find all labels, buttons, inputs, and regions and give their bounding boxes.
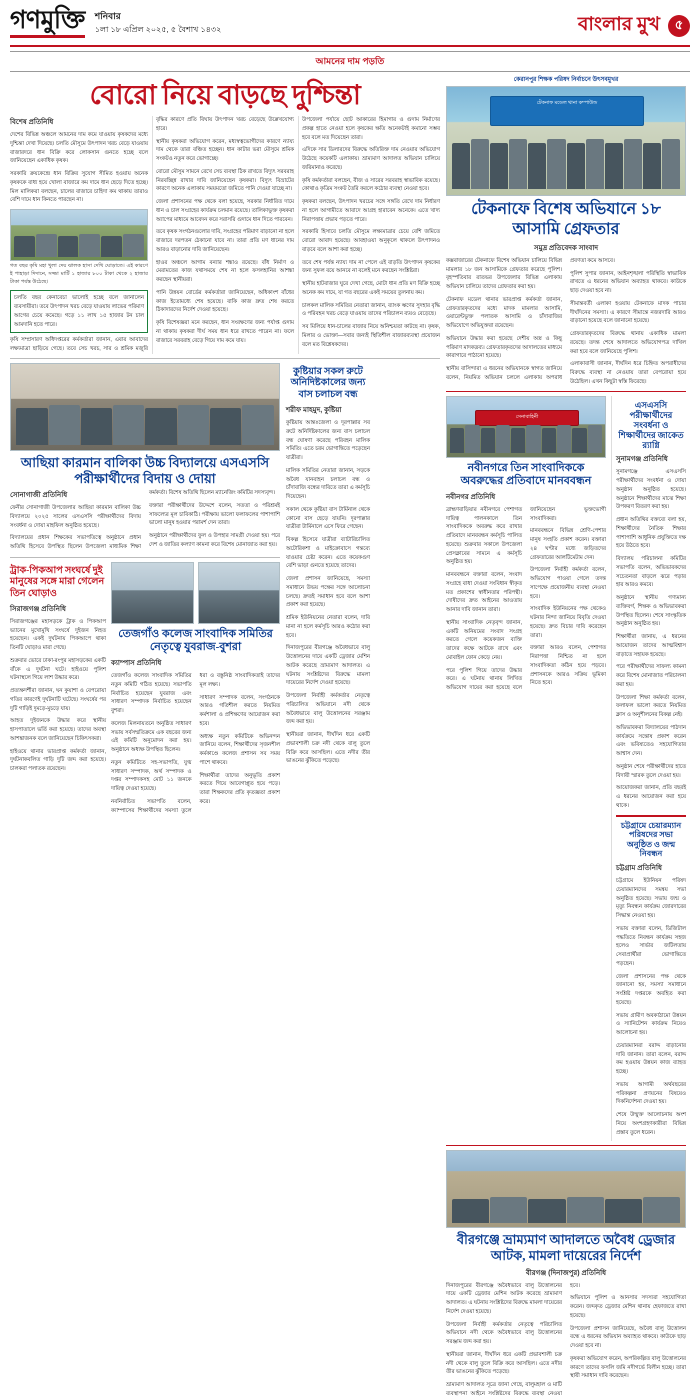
journalists-para: উপজেলা নির্বাহী কর্মকর্তা বলেন, অভিযোগ পাওয়া গেলে তদন্ত সাপেক্ষে প্রয়োজনীয় ব্যবস্থা নেওয়া হবে। bbox=[530, 567, 606, 600]
birganj-body bbox=[446, 1282, 686, 1399]
bus-para: জেলা প্রশাসন জানিয়েছে, সমস্যা সমাধানে উভয় পক্ষের সঙ্গে আলোচনা চলছে। দ্রুতই সমাধান হবে বলে আশা প্রকাশ করা হয়েছে। bbox=[286, 576, 370, 609]
protest-banner-text: সেনাবাহিনী bbox=[515, 413, 539, 420]
photo-people bbox=[450, 425, 602, 453]
date-block bbox=[95, 6, 222, 36]
divider bbox=[446, 1145, 686, 1146]
lead-para: এদিকে সার ডিলারদের বিরুদ্ধে অতিরিক্ত দাম নেওয়ার অভিযোগ উঠেছে কয়েকটি এলাকায়। ভ্রাম্যমাণ আদালত অভিযান চালিয়ে জরিমানাও করেছে। bbox=[302, 147, 440, 171]
teknaf-para: এলাকাবাসী জানান, দীর্ঘদিন ধরে চিহ্নিত অপরাধীদের বিরুদ্ধে ব্যবস্থা না নেওয়ায় তারা বেপরোয়া হয়ে উঠেছিল। এখন কিছুটা স্বস্তি ফিরেছে। bbox=[570, 361, 686, 385]
birganj-headline: বীরগঞ্জে ভ্রাম্যমাণ আদালতে অবৈধ ড্রেজার আটক, মামলা দায়েরের নির্দেশ bbox=[456, 1232, 676, 1263]
sidebar-para: শেষে উন্মুক্ত আলোচনায় অংশ নিয়ে অংশগ্রহণকারীরা বিভিন্ন প্রস্তাব তুলে ধরেন। bbox=[616, 1112, 686, 1136]
lead-para: সরকারি হিসাবে চলতি মৌসুমে লক্ষ্যমাত্রার চেয়ে বেশি জমিতে বোরো আবাদ হয়েছে। আবহাওয়া অনুকূলে থাকলে উৎপাদনও বাড়বে বলে আশা করা হচ্ছে। bbox=[302, 229, 440, 253]
teknaf-para: সীমান্তবর্তী এলাকা হওয়ায় টেকনাফে মাদক পাচার দীর্ঘদিনের সমস্যা। এ কারণে সীমান্তে নজরদারি আরও বাড়ানো হয়েছে বলে জানানো হয়েছে। bbox=[570, 300, 686, 325]
school-para: বক্তারা পরীক্ষার্থীদের উদ্দেশে বলেন, সততা ও পরিশ্রমই সাফল্যের মূল চাবিকাঠি। পরীক্ষায় ভালো ফলাফলের পাশাপাশি ভালো মানুষ হওয়ার পরামর্শ দেন তারা। bbox=[149, 502, 280, 527]
sidebar-para: জেলা প্রশাসনের পক্ষ থেকে জানানো হয়, সমস্যা সমাধানে সংশ্লিষ্ট দপ্তরকে অবহিত করা হয়েছে। bbox=[616, 973, 686, 1006]
sidebar-item-0-headline: এসএসসি পরীক্ষার্থীদের সংবর্ধনা ও শিক্ষার্থীদের জাকেত র‍্যাগ্নি bbox=[618, 399, 684, 451]
divider bbox=[10, 557, 280, 558]
lead-body bbox=[10, 116, 440, 354]
sidebar-para: সভায় আগামী অর্থবছরের পরিকল্পনা প্রণয়নের বিষয়েও দিকনির্দেশনা দেওয়া হয়। bbox=[616, 1081, 686, 1106]
school-body bbox=[10, 489, 280, 553]
divider bbox=[10, 358, 440, 359]
bus-byline: শরীফ মাহমুদ, কুষ্টিয়া bbox=[286, 407, 342, 415]
bus-story bbox=[286, 363, 370, 815]
teknaf-para: স্থানীয় বাসিন্দারা এ ধরনের অভিযানকে স্বাগত জানিয়ে বলেন, নিয়মিত অভিযান চললে এলাকায় অপরাধ প্রবণতা কমে আসবে। bbox=[446, 257, 615, 381]
journalists-para: বক্তারা আরও বলেন, পেশাগত নিরাপত্তা নিশ্চিত না হলে সাংবাদিকতা কঠিন হয়ে পড়বে। প্রশাসনকে আরও সক্রিয় ভূমিকা নিতে হবে। bbox=[530, 645, 606, 687]
sidebar-column bbox=[611, 396, 686, 1142]
tejgaon-body bbox=[111, 672, 280, 815]
truck-para: শুক্রবার ভোরে ঢাকা-রংপুর মহাসড়কের একটি বাঁকে এ দুর্ঘটনা ঘটে। হাইওয়ে পুলিশ ঘটনাস্থলে গিয়ে লাশ উদ্ধার করে। bbox=[10, 657, 106, 682]
publication-day: শনিবার bbox=[94, 11, 121, 21]
photo-people bbox=[452, 139, 681, 189]
birganj-para: উপজেলা নির্বাহী কর্মকর্তার নেতৃত্বে পরিচালিত অভিযানে নদী থেকে অবৈধভাবে বালু উত্তোলনের সরঞ্জাম জব্দ করা হয়। bbox=[446, 1321, 562, 1346]
teknaf-photo bbox=[446, 86, 686, 196]
mid-section bbox=[10, 363, 440, 815]
birganj-para: অভিযানে পুলিশ ও আনসার সদস্যরা সহযোগিতা করেন। জব্দকৃত ড্রেজার মেশিন থানায় হেফাজতে রাখা হয়েছে। bbox=[570, 1295, 686, 1319]
lead-byline: বিশেষ প্রতিনিধি bbox=[10, 119, 54, 127]
lead-para: সরকারি ক্রয়কেন্দ্রে ধান বিক্রির সুযোগ সীমিত হওয়ায় অনেক কৃষককে বাধ্য হয়ে খোলা বাজারে কম দামে ধান ছেড়ে দিতে হচ্ছে। মিল মালিকরা বলছেন, চালের বাজারে চাহিদা কম থাকায় তারাও বেশি দামে ধান কিনতে পারছেন না। bbox=[10, 171, 148, 204]
teknaf-kicker: কেরানপুর শিক্ষক পরিষদ নির্বাচনে উৎসবমুখর bbox=[513, 77, 619, 83]
teknaf-banner bbox=[490, 96, 644, 126]
tejgaon-story bbox=[111, 562, 280, 816]
truck-para: আহত দুইজনকে উদ্ধার করে স্থানীয় হাসপাতালে ভর্তি করা হয়েছে। তাদের অবস্থা আশঙ্কাজনক বলে জানিয়েছেন চিকিৎসকরা। bbox=[10, 718, 106, 742]
tejgaon-headline: তেজগাঁও কলেজ সাংবাদিক সমিতির নেতৃত্বে যুবরাজ-বুশরা bbox=[118, 627, 273, 653]
bus-para: বিকল্প হিসেবে যাত্রীরা ব্যাটারিচালিত অটোরিকশা ও মাইক্রোবাসে গন্তব্যে যাওয়ার চেষ্টা করেন। এতে কয়েকগুণ বেশি ভাড়া গুনতে হয়েছে তাদের। bbox=[286, 537, 370, 570]
journalists-photo bbox=[446, 396, 606, 458]
journalists-section bbox=[446, 396, 686, 1142]
lead-para: উপজেলা পর্যায়ে ছোট আকারের হিমাগার ও গুদাম নির্মাণের প্রকল্প হাতে নেওয়া হলে কৃষকের ক্ষতি অনেকটাই কমানো সম্ভব হবে বলে মত দিয়েছেন তারা। bbox=[302, 117, 440, 141]
sidebar-para: প্রধান অতিথির বক্তব্যে বলা হয়, শিক্ষার্থীদের নৈতিক শিক্ষার পাশাপাশি আধুনিক প্রযুক্তিতে দক্ষ হয়ে উঠতে হবে। bbox=[616, 517, 686, 550]
truck-para: সিরাজগঞ্জের মহাসড়কে ট্রাক ও পিকআপ ভ্যানের মুখোমুখি সংঘর্ষে দুইজন নিহত হয়েছেন। একই দুর্ঘটনায় পিকআপে থাকা তিনটি ঘোড়াও মারা গেছে। bbox=[10, 618, 106, 652]
tejgaon-para: নবনির্বাচিত সভাপতি বলেন, ক্যাম্পাসের শিক্ষার্থীদের সমস্যা তুলে ধরা ও বস্তুনিষ্ঠ সাংবাদিকতাই তাদের মূল লক্ষ্য। bbox=[111, 673, 280, 814]
logo-underline bbox=[10, 35, 85, 38]
journalists-headline: নবীনগরে তিন সাংবাদিককে অবরুদ্ধের প্রতিবাদে মানববন্ধন bbox=[460, 461, 592, 487]
tejgaon-photo-secretary bbox=[198, 562, 281, 624]
tejgaon-para: নতুন কমিটিতে সহ-সভাপতি, যুগ্ম সাধারণ সম্পাদক, অর্থ সম্পাদক ও দপ্তর সম্পাদকসহ মোট ১১ জনকে দায়িত্ব দেওয়া হয়েছে। bbox=[111, 759, 192, 793]
birganj-para: স্থানীয়রা জানান, দীর্ঘদিন ধরে একটি প্রভাবশালী চক্র নদী থেকে বালু তুলে বিক্রি করে আসছিল। এতে নদীর তীর ভাঙনের ঝুঁকিতে পড়েছে। bbox=[446, 1351, 562, 1376]
teknaf-byline: সমুদ্র প্রতিবেদক সাংবাদ bbox=[533, 244, 599, 252]
truck-story bbox=[10, 562, 280, 816]
divider bbox=[446, 391, 686, 392]
sidebar-para: সুনামগঞ্জে এসএসসি পরীক্ষার্থীদের সংবর্ধনা ও দোয়া অনুষ্ঠান অনুষ্ঠিত হয়েছে। অনুষ্ঠানে শিক্ষার্থীদের মাঝে শিক্ষা উপকরণ বিতরণ করা হয়। bbox=[616, 469, 686, 511]
right-column bbox=[446, 76, 686, 1399]
lead-para: কৃষি কর্মকর্তারা বলছেন, বীজ ও সারের সরবরাহ স্বাভাবিক রয়েছে। কোথাও কৃত্রিম সংকট তৈরি করলে কঠোর ব্যবস্থা নেওয়া হবে। bbox=[302, 177, 440, 193]
lead-para: বোরো মৌসুম সামনে রেখে সেচ ব্যবস্থা ঠিক রাখতে বিদ্যুৎ সরবরাহ নিরবচ্ছিন্ন রাখার দাবি জানিয়েছেন কৃষকরা। বিদ্যুৎ বিভ্রাটের কারণে অনেক এলাকায় সময়মতো জমিতে পানি দেওয়া যাচ্ছে না। bbox=[156, 168, 294, 193]
lead-para: কৃষি সম্প্রসারণ অধিদপ্তরের কর্মকর্তারা জানান, এবার আবাদের লক্ষ্যমাত্রা ছাড়িয়ে গেছে। তবে সেচ খরচ, সার ও শ্রমিক মজুরি বৃদ্ধির কারণে প্রতি বিঘায় উৎপাদন খরচ বেড়েছে উল্লেখযোগ্য হারে। bbox=[10, 117, 294, 353]
teknaf-body bbox=[446, 257, 686, 387]
truck-text bbox=[10, 562, 106, 816]
tejgaon-para: তেজগাঁও কলেজ সাংবাদিক সমিতির নতুন কমিটি গঠিত হয়েছে। সভাপতি নির্বাচিত হয়েছেন যুবরাজ এবং সাধারণ সম্পাদক নির্বাচিত হয়েছেন বুশরা। bbox=[111, 673, 192, 715]
bus-para: সকাল থেকে কুষ্টিয়া বাস টার্মিনাল থেকে কোনো বাস ছেড়ে যায়নি। দূরপাল্লার যাত্রীরা টার্মিনালে এসে ফিরে গেছেন। bbox=[286, 506, 370, 531]
tejgaon-para: অধ্যক্ষ নতুন কমিটিকে অভিনন্দন জানিয়ে বলেন, শিক্ষার্থীদের সৃজনশীল কর্মকাণ্ডে কলেজ প্রশাসন সব সময় পাশে থাকবে। bbox=[199, 733, 280, 766]
birganj-para: কৃষকরা অভিযোগ করেন, অপরিকল্পিত বালু উত্তোলনের কারণে তাদের ফসলি জমি নদীগর্ভে বিলীন হচ্ছে। তারা স্থায়ী সমাধান দাবি করেছেন। bbox=[570, 1355, 686, 1380]
tejgaon-para: শিক্ষার্থীরা তাদের অনুভূতি প্রকাশ করতে গিয়ে আবেগাপ্লুত হয়ে পড়ে। তারা শিক্ষকদের প্রতি কৃতজ্ঞতা প্রকাশ করে। bbox=[199, 772, 280, 805]
lead-para: তবে কৃষক সংগঠনগুলোর দাবি, সংগ্রহের পরিমাণ বাড়ানো না হলে বাজারে দরপতন ঠেকানো যাবে না। তারা প্রতি মণ ধানের দাম আরও বাড়ানোর দাবি জানিয়েছেন। bbox=[156, 229, 294, 253]
bus-para: স্থানীয়রা জানান, দীর্ঘদিন ধরে একটি প্রভাবশালী চক্র নদী থেকে বালু তুলে বিক্রি করে আসছিল। এতে নদীর তীর ভাঙনের ঝুঁকিতে পড়েছে। bbox=[286, 732, 370, 765]
lead-boxed-note bbox=[10, 290, 148, 333]
lead-para: সব মিলিয়ে ধান-চালের বাজার নিয়ে অনিশ্চয়তা কাটছে না। কৃষক, মিলার ও ভোক্তা—সবার জন্যই স্থিতিশীল বাজারব্যবস্থা প্রয়োজন বলে মত বিশ্লেষকদের। bbox=[302, 324, 440, 348]
bus-para: মালিক সমিতির নেতারা জানান, সড়কে অবৈধ যানবাহন চলাচল বন্ধ ও চাঁদাবাজি বন্ধের দাবিতে তারা এ কর্মসূচি দিয়েছেন। bbox=[286, 467, 370, 501]
tejgaon-photos bbox=[111, 562, 280, 624]
teknaf-para: পুলিশ সুপার জানান, আইনশৃঙ্খলা পরিস্থিতি স্বাভাবিক রাখতে এ ধরনের অভিযান অব্যাহত থাকবে। কাউকে ছাড় দেওয়া হবে না। bbox=[570, 270, 686, 295]
lead-para: পানি উন্নয়ন বোর্ডের কর্মকর্তারা জানিয়েছেন, অধিকাংশ বাঁধের কাজ ইতোমধ্যে শেষ হয়েছে। বাকি কাজ দ্রুত শেষ করতে ঠিকাদারদের নির্দেশ দেওয়া হয়েছে। bbox=[156, 289, 294, 314]
lead-para: দেশের বিভিন্ন অঞ্চলে আমনের দাম কমে যাওয়ায় কৃষকদের মধ্যে দুশ্চিন্তা দেখা দিয়েছে। চলতি মৌসুমে উৎপাদন খরচ বেড়ে যাওয়ায় বাজারদরে ধান বিক্রি করে লোকসান গুনতে হচ্ছে বলে জানিয়েছেন একাধিক কৃষক। bbox=[10, 132, 148, 165]
lead-para: কৃষি বিশেষজ্ঞরা মনে করছেন, ধান সংরক্ষণের জন্য পর্যাপ্ত গুদাম না থাকায় কৃষকরা দীর্ঘ সময় ধান ধরে রাখতে পারেন না। ফলে বাজারে সরবরাহ বেড়ে গিয়ে দাম কমে যায়। bbox=[156, 320, 294, 344]
lead-photo bbox=[10, 209, 148, 261]
journalists-para: সাংবাদিক ইউনিয়নের পক্ষ থেকেও ঘটনার নিন্দা জানিয়ে বিবৃতি দেওয়া হয়েছে। দ্রুত বিচার দাবি করেছেন তারা। bbox=[530, 606, 606, 639]
divider bbox=[616, 815, 686, 817]
masthead bbox=[10, 6, 690, 47]
tejgaon-photo-president bbox=[111, 562, 194, 624]
sidebar-para: চট্টগ্রামে ইউনিয়ন পরিষদ চেয়ারম্যানদের সমন্বয় সভা অনুষ্ঠিত হয়েছে। সভায় জন্ম ও মৃত্যু নিবন্ধন কার্যক্রম জোরদারের সিদ্ধান্ত নেওয়া হয়। bbox=[616, 878, 686, 920]
birganj-para: ভ্রাম্যমাণ আদালত সূত্রে জানা গেছে, বালুমহাল ও মাটি ব্যবস্থাপনা আইনে সংশ্লিষ্টদের বিরুদ্ধে ব্যবস্থা নেওয়া হবে। bbox=[446, 1282, 580, 1397]
tejgaon-para: কলেজ মিলনায়তনে অনুষ্ঠিত সাধারণ সভায় সর্বসম্মতিক্রমে এক বছরের জন্য এই কমিটি অনুমোদন করা হয়। অনুষ্ঠানে অধ্যক্ষ উপস্থিত ছিলেন। bbox=[111, 720, 192, 754]
school-para: ফেনীর সোনাগাজী উপজেলার আছিয়া কারমান বালিকা উচ্চ বিদ্যালয়ে ২০২৫ সালের এসএসসি পরীক্ষার্থীদের বিদায় সংবর্ধনা ও দোয়া মাহফিল অনুষ্ঠিত হয়েছে। bbox=[10, 505, 141, 529]
page-content bbox=[10, 76, 690, 1399]
sidebar-para: অনুষ্ঠানে স্থানীয় গণ্যমান্য ব্যক্তিবর্গ, শিক্ষক ও অভিভাবকরা উপস্থিত ছিলেন। শেষে সাংস্কৃতিক অনুষ্ঠান অনুষ্ঠিত হয়। bbox=[616, 595, 686, 628]
bus-para: কুষ্টিয়ায় আন্তঃজেলা ও দূরপাল্লার সব রুটে অনির্দিষ্টকালের জন্য বাস চলাচল বন্ধ ঘোষণা করেছে পরিবহন মালিক সমিতি। এতে চরম ভোগান্তিতে পড়েছেন যাত্রীরা। bbox=[286, 420, 370, 462]
lead-para: হাওর অঞ্চলে আগাম বন্যার শঙ্কাও রয়েছে। বাঁধ নির্মাণ ও মেরামতের কাজ যথাসময়ে শেষ না হলে ফসলহানির আশঙ্কা করছেন স্থানীয়রা। bbox=[156, 259, 294, 284]
sidebar-para: উপজেলা শিক্ষা কর্মকর্তা বলেন, ফলাফল ভালো করতে নিয়মিত ক্লাস ও অনুশীলনের বিকল্প নেই। bbox=[616, 694, 686, 719]
journalists-para: পরে পুলিশ গিয়ে তাদের উদ্ধার করে। এ ঘটনায় থানায় লিখিত অভিযোগ দায়ের করা হয়েছে বলে জানিয়েছেন ভুক্তভোগী সাংবাদিকরা। bbox=[446, 506, 606, 692]
journalists-para: স্থানীয় সাংবাদিক নেতৃবৃন্দ জানান, একটি অনিয়মের সংবাদ সংগ্রহ করতে গেলে কয়েকজন ব্যক্তি তাদের কক্ষে আটকে রাখে এবং মোবাইল ফোন কেড়ে নেয়। bbox=[446, 619, 522, 661]
truck-para: হাইওয়ে থানার ভারপ্রাপ্ত কর্মকর্তা জানান, দুর্ঘটনাকবলিত গাড়ি দুটি জব্দ করা হয়েছে। চালকরা পলাতক রয়েছেন। bbox=[10, 748, 106, 773]
school-para: বিদ্যালয়ের প্রধান শিক্ষকের সভাপতিত্বে অনুষ্ঠানে প্রধান অতিথি হিসেবে উপস্থিত ছিলেন উপজেলা মাধ্যমিক শিক্ষা কর্মকর্তা। বিশেষ অতিথি ছিলেন ম্যানেজিং কমিটির সদস্যবৃন্দ। bbox=[10, 490, 276, 551]
sidebar-para: পরে পরীক্ষার্থীদের সাফল্য কামনা করে বিশেষ মোনাজাত পরিচালনা করা হয়। bbox=[616, 664, 686, 688]
lead-para: চালকল মালিক সমিতির নেতারা জানান, ব্যাংক ঋণের সুদহার বৃদ্ধি ও পরিবহন খরচ বেড়ে যাওয়ায় তাদের পরিচালন ব্যয়ও বেড়েছে। bbox=[302, 302, 440, 318]
birganj-para: উপজেলা প্রশাসন জানিয়েছে, অবৈধ বালু উত্তোলন বন্ধে এ ধরনের অভিযান অব্যাহত থাকবে। কাউকে ছাড় দেওয়া হবে না। bbox=[570, 1325, 686, 1350]
journalists-byline: নবীনগর প্রতিনিধি bbox=[446, 493, 496, 501]
journalists-para: মানববন্ধনে বক্তারা বলেন, সংবাদ সংগ্রহে বাধা দেওয়া সংবিধান স্বীকৃত মত প্রকাশের স্বাধীনতার পরিপন্থী। দোষীদের দ্রুত আইনের আওতায় আনার দাবি জানান তারা। bbox=[446, 572, 522, 614]
bus-para: দিনাজপুরের বীরগঞ্জে অবৈধভাবে বালু উত্তোলনের দায়ে একটি ড্রেজার মেশিন আটক করেছে ভ্রাম্যমাণ আদালত। এ ঘটনায় সংশ্লিষ্টদের বিরুদ্ধে মামলা দায়েরের নির্দেশ দেওয়া হয়েছে। bbox=[286, 645, 370, 687]
topic-strip: আমনের দাম পড়তি bbox=[10, 51, 690, 72]
sidebar-item-1-headline: চট্টগ্রামে চেয়ারম্যান পরিষদের সভা অনুষ্ঠিত ও জন্ম নিবন্ধন bbox=[620, 820, 682, 859]
section-title: বাংলার মুখ bbox=[577, 14, 660, 35]
school-para: অনুষ্ঠানে পরীক্ষার্থীদের ফুল ও উপহার সামগ্রী দেওয়া হয়। পরে দেশ ও জাতির কল্যাণ কামনা করে বিশেষ মোনাজাত করা হয়। bbox=[149, 533, 280, 548]
journalists-story bbox=[446, 396, 606, 1142]
sidebar-item-1-byline: চট্টগ্রাম প্রতিনিধি bbox=[616, 865, 662, 873]
logo-text: গণমুক্তি bbox=[10, 7, 85, 34]
newspaper-logo bbox=[10, 6, 85, 38]
sidebar-para: চেয়ারম্যানরা বরাদ্দ বাড়ানোর দাবি জানান। তারা বলেন, বরাদ্দ কম হওয়ায় উন্নয়ন কাজ ব্যাহত হচ্ছে। bbox=[616, 1042, 686, 1076]
school-story bbox=[10, 363, 280, 815]
lead-para: জেলা প্রশাসনের পক্ষ থেকে বলা হয়েছে, সরকার নির্ধারিত দামে ধান ও চাল সংগ্রহের কার্যক্রম চলমান রয়েছে। তালিকাভুক্ত কৃষকরা অ্যাপের মাধ্যমে আবেদন করে সরাসরি গুদামে ধান দিতে পারবেন। bbox=[156, 199, 294, 223]
sidebar-para: শিক্ষার্থীরা জানায়, এ ধরনের আয়োজন তাদের আত্মবিশ্বাস বাড়াতে সহায়ক হয়েছে। bbox=[616, 634, 686, 658]
lead-photo-caption: গত বছর কৃষি মহা খুলা দেয় ঝালক হাসা দেখি ঘোড়াতে। এই কারণে ই পাহাড়া দিদানে, সজ্জা মার্টি ১ হাজার ৮০০ টাকা থেকে ২ হাজার টাকা পর্যন্ত উঠেছে। bbox=[10, 263, 148, 285]
journalists-para: ব্রাহ্মণবাড়িয়ার নবীনগরে পেশাগত দায়িত্ব পালনকালে তিন সাংবাদিককে অবরুদ্ধ করে রাখার প্রতিবাদে মানববন্ধন কর্মসূচি পালিত হয়েছে। শুক্রবার সকালে উপজেলা প্রেসক্লাবের সামনে এ কর্মসূচি অনুষ্ঠিত হয়। bbox=[446, 506, 522, 566]
lead-story bbox=[10, 80, 440, 354]
teknaf-para: অভিযানে উদ্ধার করা হয়েছে দেশীয় অস্ত্র ও কিছু পরিমাণ মাদকদ্রব্য। গ্রেফতারকৃতদের আদালতের মাধ্যমে কারাগারে পাঠানো হয়েছে। bbox=[446, 335, 562, 360]
journalists-para: মানববন্ধনে বিভিন্ন শ্রেণি-পেশার মানুষ সংহতি প্রকাশ করেন। বক্তারা ২৪ ঘণ্টার মধ্যে জড়িতদের গ্রেফতারের আলটিমেটাম দেন। bbox=[530, 528, 606, 561]
bus-para: উপজেলা নির্বাহী কর্মকর্তার নেতৃত্বে পরিচালিত অভিযানে নদী থেকে অবৈধভাবে বালু উত্তোলনের সরঞ্জাম জব্দ করা হয়। bbox=[286, 693, 370, 726]
photo-people bbox=[452, 1197, 681, 1223]
lead-para: স্থানীয় কৃষকরা অভিযোগ করেন, মধ্যস্বত্বভোগীদের কারণে ন্যায্য দাম থেকে তারা বঞ্চিত হচ্ছেন। ধান কাটার ভরা মৌসুমে শ্রমিক সংকটও নতুন করে ভোগাচ্ছে। bbox=[156, 138, 294, 163]
photo-people bbox=[14, 234, 145, 257]
truck-para: প্রত্যক্ষদর্শীরা জানান, ঘন কুয়াশা ও বেপরোয়া গতির কারণেই দুর্ঘটনাটি ঘটেছে। সংঘর্ষের পর দুটি গাড়িই দুমড়ে-মুচড়ে যায়। bbox=[10, 688, 106, 712]
teknaf-headline: টেকনাফে বিশেষ অভিযানে ১৮ আসামি গ্রেফতার bbox=[471, 201, 661, 238]
teknaf-para: গ্রেফতারকৃতদের বিরুদ্ধে থানায় একাধিক মামলা রয়েছে। তদন্ত শেষে আদালতে অভিযোগপত্র দাখিল করা হবে বলে জানিয়েছে পুলিশ। bbox=[570, 331, 686, 355]
school-byline: সোনাগাজী প্রতিনিধি bbox=[10, 492, 68, 500]
photo-people bbox=[16, 405, 273, 445]
school-photo bbox=[10, 363, 280, 451]
sidebar-para: বিদ্যালয় পরিচালনা কমিটির সভাপতি বলেন, অভিভাবকদের সচেতনতা বাড়লে ঝরে পড়ার হার আরও কমবে। bbox=[616, 556, 686, 589]
protest-banner bbox=[475, 410, 578, 426]
journalists-body bbox=[446, 506, 606, 693]
birganj-story bbox=[446, 1150, 686, 1398]
birganj-byline: বীরগঞ্জ (দিনাজপুর) প্রতিনিধি bbox=[525, 1269, 607, 1277]
lead-para: স্থানীয় হাটবাজার ঘুরে দেখা গেছে, মোটা ধান প্রতি মণ বিক্রি হচ্ছে অনেক কম দামে, যা গত বছরের একই সময়ের তুলনায় কম। bbox=[302, 281, 440, 296]
sidebar-para: সভায় বক্তারা বলেন, ডিজিটাল পদ্ধতিতে নিবন্ধন কার্যক্রম সহজ হলেও সার্ভার জটিলতায় সেবাপ্রার্থীরা ভোগান্তিতে পড়ছেন। bbox=[616, 925, 686, 967]
tejgaon-byline: ক্যাম্পাস প্রতিনিধি bbox=[111, 660, 162, 668]
sidebar-para: সভায় গ্রামীণ অবকাঠামো উন্নয়ন ও স্যানিটেশন কার্যক্রম নিয়েও আলোচনা হয়। bbox=[616, 1012, 686, 1037]
teknaf-story bbox=[446, 76, 686, 387]
publication-date: ১লা ১৮ এপ্রিল ২০২৫, ৫ বৈশাখ ১৪৩২ bbox=[94, 24, 222, 34]
lead-para: তবে শেষ পর্যন্ত ন্যায্য দাম না পেলে এই বাড়তি উৎপাদন কৃষকের জন্য সুফল বয়ে আনবে না বলেই মনে করছেন সংশ্লিষ্টরা। bbox=[302, 259, 440, 275]
bus-headline: কুষ্টিয়ার সকল রুটে অনিদিষ্টকালের জন্য বাস চলাচল বন্ধ bbox=[290, 366, 366, 400]
truck-byline: সিরাজগঞ্জ প্রতিনিধি bbox=[10, 605, 66, 613]
tejgaon-para: সাধারণ সম্পাদক বলেন, সংগঠনকে আরও গতিশীল করতে নিয়মিত কর্মশালা ও প্রশিক্ষণের আয়োজন করা হবে। bbox=[199, 694, 280, 727]
page-number-badge: ৫ bbox=[668, 15, 690, 37]
birganj-para: দিনাজপুরের বীরগঞ্জে অবৈধভাবে বালু উত্তোলনের দায়ে একটি ড্রেজার মেশিন আটক করেছে ভ্রাম্যমাণ আদালত। এ ঘটনায় সংশ্লিষ্টদের বিরুদ্ধে মামলা দায়েরের নির্দেশ দেওয়া হয়েছে। bbox=[446, 1282, 562, 1315]
bus-para: শ্রমিক ইউনিয়নের নেতারা বলেন, দাবি মানা না হলে কর্মসূচি আরও কঠোর করা হবে। bbox=[286, 615, 370, 639]
birganj-photo bbox=[446, 1150, 686, 1228]
teknaf-para: টেকনাফ মডেল থানার ভারপ্রাপ্ত কর্মকর্তা জানান, গ্রেফতারকৃতদের মধ্যে মাদক মামলার আসামি, ওয়ারেন্টভুক্ত পলাতক আসামি ও চাঁদাবাজির অভিযোগে অভিযুক্তরা রয়েছেন। bbox=[446, 296, 562, 330]
sidebar-para: আয়োজকরা জানান, প্রতি বছরই এ ধরনের আয়োজন করা হয়ে থাকে। bbox=[616, 785, 686, 809]
sidebar-para: অভিভাবকরা বিদ্যালয়ের পাঠদান কার্যক্রমে সন্তোষ প্রকাশ করেন এবং ভবিষ্যতেও সহযোগিতার আশ্বাস দেন। bbox=[616, 724, 686, 758]
lead-headline: বোরো নিয়ে বাড়ছে দুশ্চিন্তা bbox=[89, 80, 361, 110]
teknaf-para: কক্সবাজারের টেকনাফে বিশেষ অভিযান চালিয়ে বিভিন্ন মামলার ১৮ জন আসামিকে গ্রেফতার করেছে পুলিশ। বৃহস্পতিবার রাতভর উপজেলার বিভিন্ন এলাকায় অভিযান চালিয়ে তাদের গ্রেফতার করা হয়। bbox=[446, 257, 562, 291]
main-column bbox=[10, 76, 440, 1399]
teknaf-banner-text: টেকনাফ মডেল থানা কম্পাউন্ড bbox=[536, 100, 598, 107]
sidebar-para: অনুষ্ঠান শেষে পরীক্ষার্থীদের হাতে বিদায়ী স্মারক তুলে দেওয়া হয়। bbox=[616, 763, 686, 779]
school-headline: আছিয়া কারমান বালিকা উচ্চ বিদ্যালয়ে এসএসসি পরীক্ষার্থীদের বিদায় ও দোয়া bbox=[20, 454, 270, 486]
lead-para: কৃষকরা বলছেন, উৎপাদন খরচের সঙ্গে সঙ্গতি রেখে দাম নির্ধারণ না হলে আগামীতে আবাদে আগ্রহ হারাবেন অনেকে। এতে খাদ্য নিরাপত্তায় প্রভাব পড়তে পারে। bbox=[302, 199, 440, 223]
boxed-note-text: চলতি বছর কেনাবেচা ভালোই হচ্ছে বলে জানালেন ব্যবসায়ীরা। তবে উৎপাদন খরচ বেড়ে যাওয়ায় লাভের পরিমাণ আগের চেয়ে কমেছে। গড়ে ১১ লাখ ১৫ হাজার টন চাল আমদানি হতে পারে। bbox=[14, 295, 144, 328]
sidebar-item-0-byline: সুনামগঞ্জ প্রতিনিধি bbox=[616, 456, 668, 464]
truck-headline: ট্রাক-পিকআপ সংঘর্ষে দুই মানুষের সঙ্গে মারা গেলেন তিন ঘোড়াও bbox=[10, 565, 105, 599]
masthead-left bbox=[10, 6, 221, 38]
masthead-right bbox=[578, 6, 690, 42]
